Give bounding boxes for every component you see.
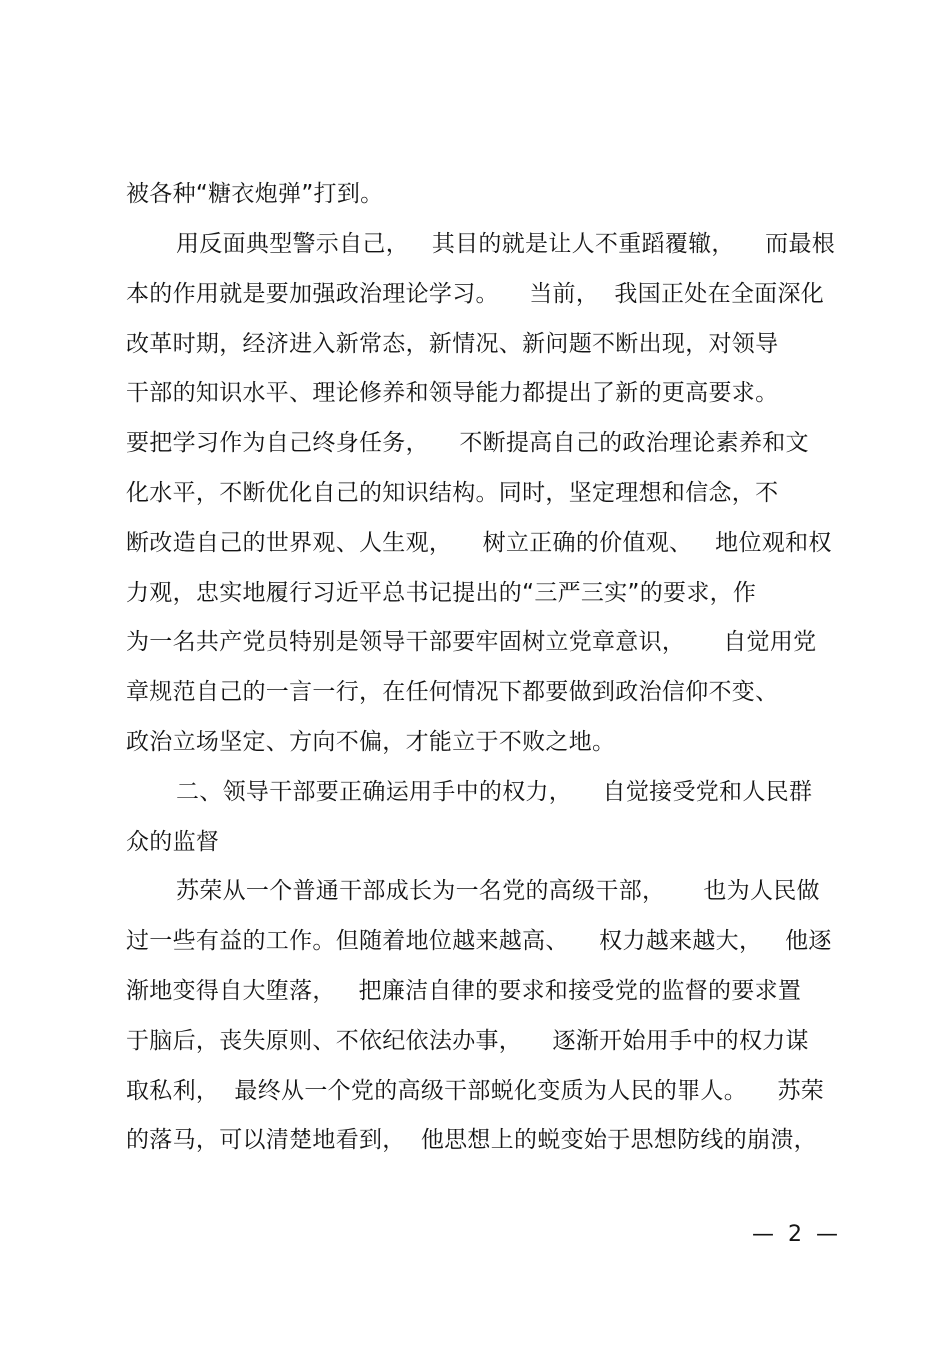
text-line-12: 政治立场坚定、方向不偏，才能立于不败之地。 [126,729,616,755]
page-number: — 2 — [752,1222,838,1247]
section-heading-line-2: 众的监督 [126,829,220,855]
text-line-9: 力观，忠实地履行习近平总书记提出的“三严三实”的要求，作 [126,580,757,606]
text-line-3: 本的作用就是要加强政治理论学习。 当前， 我国正处在全面深化 [126,281,825,307]
text-line-8: 断改造自己的世界观、人生观， 树立正确的价值观、 地位观和权 [126,530,832,556]
text-line-17: 渐地变得自大堕落， 把廉洁自律的要求和接受党的监督的要求置 [126,978,802,1004]
text-line-10: 为一名共产党员特别是领导干部要牢固树立党章意识， 自觉用党 [126,629,817,655]
text-line-5: 干部的知识水平、理论修养和领导能力都提出了新的更高要求。 [126,380,779,406]
text-line-7: 化水平，不断优化自己的知识结构。同时，坚定理想和信念，不 [126,480,779,506]
text-line-19: 取私利， 最终从一个党的高级干部蜕化变质为人民的罪人。 苏荣 [126,1078,825,1104]
text-line-6: 要把学习作为自己终身任务， 不断提高自己的政治理论素养和文 [126,430,809,456]
text-line-20: 的落马，可以清楚地看到， 他思想上的蜕变始于思想防线的崩溃， [126,1127,817,1153]
text-line-1: 被各种“糖衣炮弹”打到。 [126,181,384,207]
text-line-15: 苏荣从一个普通干部成长为一名党的高级干部， 也为人民做 [176,878,820,904]
text-line-2: 用反面典型警示自己， 其目的就是让人不重蹈覆辙， 而最根 [176,231,836,257]
section-heading-line-1: 二、领导干部要正确运用手中的权力， 自觉接受党和人民群 [176,779,813,805]
text-line-18: 于脑后，丧失原则、不依纪依法办事， 逐渐开始用手中的权力谋 [126,1028,809,1054]
text-line-4: 改革时期，经济进入新常态，新情况、新问题不断出现，对领导 [126,331,779,357]
text-line-16: 过一些有益的工作。但随着地位越来越高、 权力越来越大， 他逐 [126,928,832,954]
text-line-11: 章规范自己的一言一行，在任何情况下都要做到政治信仰不变、 [126,679,779,705]
